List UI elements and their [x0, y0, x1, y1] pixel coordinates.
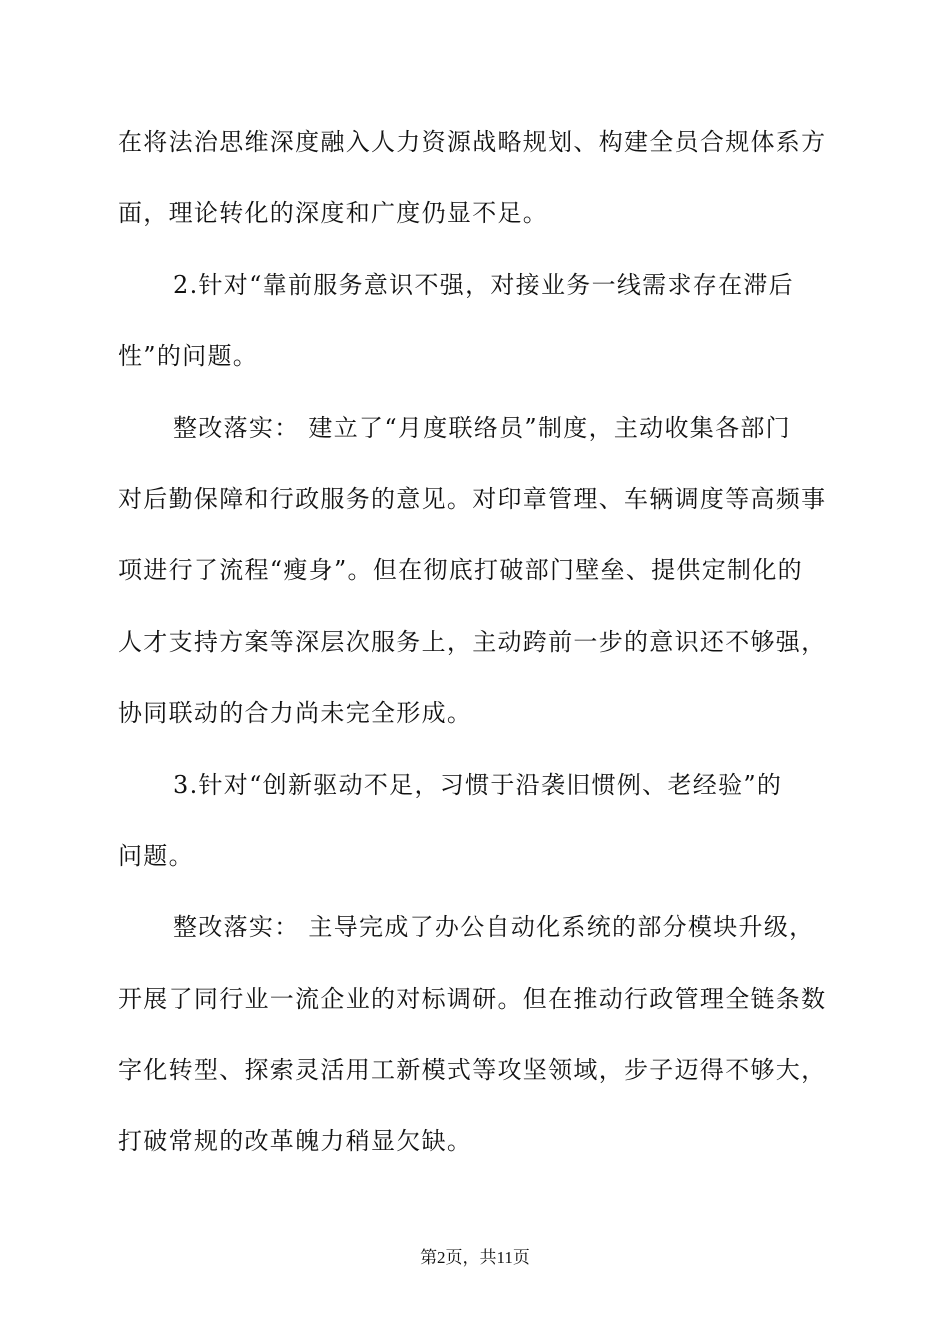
text-line: 面，理论转化的深度和广度仍显不足。 [118, 199, 549, 228]
text-line: 人才支持方案等深层次服务上，主动跨前一步的意识还不够强， [118, 627, 827, 656]
text-line: 协同联动的合力尚未完全形成。 [118, 699, 473, 728]
text-line: 对后勤保障和行政服务的意见。对印章管理、车辆调度等高频事 [118, 484, 827, 513]
text-line: 整改落实： 主导完成了办公自动化系统的部分模块升级， [173, 913, 815, 942]
text-line: 2.针对“靠前服务意识不强，对接业务一线需求存在滞后 [173, 270, 794, 299]
text-line: 问题。 [118, 841, 194, 870]
text-line: 在将法治思维深度融入人力资源战略规划、构建全员合规体系方 [118, 128, 827, 156]
text-line: 打破常规的改革魄力稍显欠缺。 [118, 1127, 473, 1156]
page-footer: 第2页，共11页 [420, 1248, 530, 1267]
text-line: 开展了同行业一流企业的对标调研。但在推动行政管理全链条数 [118, 984, 827, 1013]
text-line: 整改落实： 建立了“月度联络员”制度，主动收集各部门 [173, 413, 791, 442]
text-line: 性”的问题。 [118, 342, 259, 371]
document-body [118, 107, 858, 1178]
text-line: 字化转型、探索灵活用工新模式等攻坚领域，步子迈得不够大， [118, 1056, 827, 1085]
text-line: 3.针对“创新驱动不足，习惯于沿袭旧惯例、老经验”的 [173, 770, 783, 799]
text-line: 项进行了流程“瘦身”。但在彻底打破部门壁垒、提供定制化的 [118, 556, 803, 585]
